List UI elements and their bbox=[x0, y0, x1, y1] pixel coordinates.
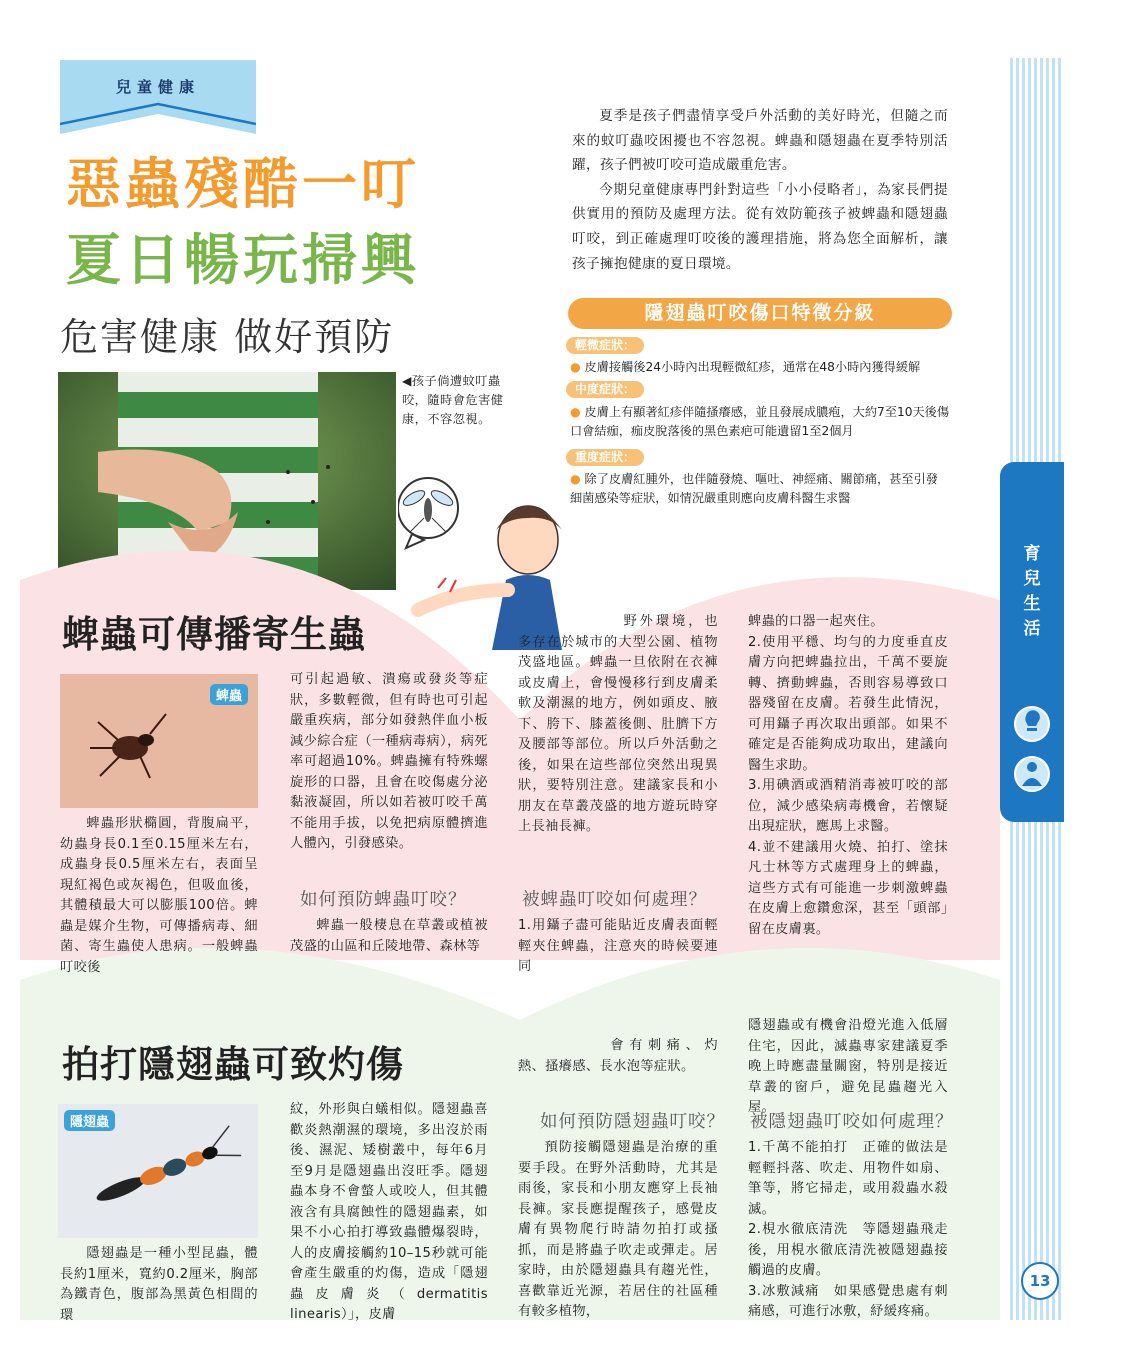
intro-paragraph: 今期兒童健康專門針對這些「小小侵略者」，為家長們提供實用的預防及處理方法。從有效防範孩子被蜱蟲和隱翅蟲叮咬，到正確處理叮咬後的護理措施，將為您全面解析，讓孩子擁抱健康的夏日環境。 bbox=[572, 181, 948, 272]
beetle-col2: 紋，外形與白蟻相似。隱翅蟲喜歡炎熱潮濕的環境，多出沒於雨後、濕泥、矮樹叢中，每年6月至9月是隱翅蟲出沒旺季。隱翅蟲本身不會螫人或咬人，但其體液含有具腐蝕性的隱翅蟲素，如果不小心拍打導致蟲體爆裂時，人的皮膚接觸約10–15秒就可能會產生嚴重的灼傷，造成「隱翅蟲皮膚炎（dermatitis linearis）」，皮膚 bbox=[290, 1102, 488, 1322]
intro-paragraph: 夏季是孩子們盡情享受戶外活動的美好時光，但隨之而來的蚊叮蟲咬困擾也不容忽視。蜱蟲和隱翅蟲在夏季特別活躍，孩子們被叮咬可造成嚴重危害。 bbox=[572, 108, 948, 174]
title-line-2: 夏日暢玩掃興 bbox=[66, 227, 421, 292]
title-line-1: 惡蟲殘酷一叮 bbox=[66, 151, 421, 216]
beetle-col4-head: 隱翅蟲或有機會沿燈光進入低層住宅，因此，滅蟲專家建議夏季晚上時應盡量關窗，特別是接近草叢的窗戶，避免昆蟲趨光入屋。 bbox=[748, 1018, 948, 1115]
tick-step: 3.用碘酒或酒精消毒被叮咬的部位，減少感染病毒機會，若懷疑出現症狀，應馬上求醫。 bbox=[748, 778, 948, 834]
page-number: 13 bbox=[1021, 1262, 1059, 1300]
tick-col2-tail: 蜱蟲一般棲息在草叢或植被茂盛的山區和丘陵地帶、森林等 bbox=[290, 918, 488, 954]
tick-col3: 野外環境，也多存在於城市的大型公園、植物茂盛地區。蜱蟲一旦依附在衣褲或皮膚上，會慢慢移行到皮膚柔軟及潮濕的地方，例如頭皮、腋下、胯下、膝蓋後側、肚臍下方及腰部等部位。所以戶外活動之後，如果在這些部位突然出現異狀，要特別注意。建議家長和小朋友在草叢茂盛的地方遊玩時穿上長袖長褲。 bbox=[518, 614, 718, 834]
severity-label-moderate: 中度症狀： bbox=[566, 381, 644, 398]
beetle-col1: 隱翅蟲是一種小型昆蟲，體長約1厘米，寬約0.2厘米，胸部為鐵青色，腹部為黑黃色相間的環 bbox=[60, 1246, 258, 1323]
tick-step: 2.使用平穩、均勻的力度垂直皮膚方向把蜱蟲拉出，千萬不要旋轉、擠動蜱蟲，否則容易導致口器殘留在皮膚。若發生此情況，可用鑷子再次取出頭部。如果不確定是否能夠成功取出，建議向醫生求助。 bbox=[748, 634, 948, 773]
beetle-photo-tag: 隱翅蟲 bbox=[64, 1110, 115, 1131]
tick-col3-tail: 1.用鑷子盡可能貼近皮膚表面輕輕夾住蜱蟲，注意夾的時候要連同 bbox=[518, 918, 718, 974]
beetle-photo bbox=[58, 1104, 258, 1238]
severity-text-moderate: 皮膚上有顯著紅疹伴隨搔癢感，並且發展成膿疱，大約7至10天後傷口會結痂，痂皮脫落後的黑色素疤可能遺留1至2個月 bbox=[570, 405, 950, 438]
severity-text-mild: 皮膚接觸後24小時內出現輕微紅疹，通常在48小時內獲得緩解 bbox=[584, 360, 921, 374]
side-tab-label: 育兒生活 bbox=[1023, 544, 1041, 639]
beetle-step: 1.千萬不能拍打 正確的做法是輕輕抖落、吹走、用物件如扇、筆等，將它掃走，或用殺蟲水殺滅。 bbox=[748, 1140, 948, 1217]
subtitle: 危害健康 做好預防 bbox=[60, 315, 395, 359]
severity-box: 輕微症狀： ● 皮膚接觸後24小時內出現輕微紅疹，通常在48小時內獲得緩解 中度症狀： ● 皮膚上有顯著紅疹伴隨搔癢感，並且發展成膿疱，大約7至10天後傷口會結痂，痂皮脫落後的黑色素疤可能遺留1至2個月 重度症狀： ● 除了皮膚紅腫外，也伴隨發燒、嘔吐、神經痛、關節痛，甚至引發細菌感染等症狀，如情況嚴重則應向皮膚科醫生求醫 bbox=[566, 337, 956, 517]
severity-label-severe: 重度症狀： bbox=[566, 449, 644, 466]
photo-caption: ◀孩子倘遭蚊叮蟲咬，隨時會危害健康，不容忽視。 bbox=[402, 374, 504, 426]
tick-col4 bbox=[748, 612, 948, 940]
health-icon bbox=[1009, 702, 1055, 802]
beetle-step: 3.冰敷減痛 如果感覺患處有刺痛感，可進行冰敷，紓緩疼痛。 bbox=[748, 1283, 948, 1319]
severity-label-mild: 輕微症狀： bbox=[566, 337, 644, 354]
beetle-col3-head: 會有刺痛、灼熱、搔癢感、長水泡等症狀。 bbox=[518, 1038, 718, 1074]
beetle-handle-heading: 被隱翅蟲叮咬如何處理？ bbox=[750, 1112, 954, 1132]
tick-photo bbox=[60, 674, 258, 808]
tick-step: 4.並不建議用火燒、拍打、塗抹凡士林等方式處理身上的蜱蟲，這些方式有可能進一步刺激蜱蟲在皮膚上愈鑽愈深，甚至「頭部」留在皮膚裏。 bbox=[748, 839, 948, 937]
tick-photo-tag: 蜱蟲 bbox=[210, 684, 248, 705]
beetle-section-title: 拍打隱翅蟲可致灼傷 bbox=[62, 1042, 404, 1086]
tick-col1: 蜱蟲形狀橢圓，背腹扁平，幼蟲身長0.1至0.15厘米左右，成蟲身長0.5厘米左右，表面呈現紅褐色或灰褐色，但吸血後，其體積最大可以膨脹100倍。蜱蟲是媒介生物，可傳播病毒、細菌、寄生蟲使人患病。一般蜱蟲叮咬後 bbox=[60, 816, 258, 975]
beetle-prevent-heading: 如何預防隱翅蟲叮咬？ bbox=[540, 1112, 725, 1132]
tick-step: 蜱蟲的口器一起夾住。 bbox=[748, 614, 884, 629]
category-banner bbox=[60, 60, 256, 138]
tick-handle-heading: 被蜱蟲叮咬如何處理？ bbox=[522, 890, 707, 910]
intro bbox=[572, 104, 948, 276]
beetle-step: 2.梘水徹底清洗 等隱翅蟲飛走後，用梘水徹底清洗被隱翅蟲接觸過的皮膚。 bbox=[748, 1222, 948, 1278]
severity-text-severe: 除了皮膚紅腫外，也伴隨發燒、嘔吐、神經痛、關節痛，甚至引發細菌感染等症狀，如情況嚴重則應向皮膚科醫生求醫 bbox=[570, 472, 938, 505]
tick-section-title: 蜱蟲可傳播寄生蟲 bbox=[62, 612, 366, 656]
category-label: 兒童健康 bbox=[115, 78, 200, 96]
tick-col2: 可引起過敏、潰瘍或發炎等症狀，多數輕微，但有時也可引起嚴重疾病，部分如發熱伴血小板減少綜合症（一種病毒病），病死率可超過10%。蜱蟲擁有特殊螺旋形的口器，且會在咬傷處分泌黏液凝固，所以如若被叮咬千萬不能用手拔，以免把病原體擠進人體內，引發感染。 bbox=[290, 672, 488, 851]
severity-heading: 隱翅蟲叮咬傷口特徵分級 bbox=[568, 298, 952, 329]
beetle-col3: 預防接觸隱翅蟲是治療的重要手段。在野外活動時，尤其是雨後，家長和小朋友應穿上長袖長褲。家長應提醒孩子，感覺皮膚有異物爬行時請勿拍打或搔抓，而是將蟲子吹走或彈走。居家時，由於隱翅蟲具有趨光性，喜歡靠近光源，若居住的社區種有較多植物， bbox=[518, 1140, 718, 1319]
tick-prevent-heading: 如何預防蜱蟲叮咬？ bbox=[300, 890, 467, 910]
beetle-col4 bbox=[748, 1138, 948, 1323]
